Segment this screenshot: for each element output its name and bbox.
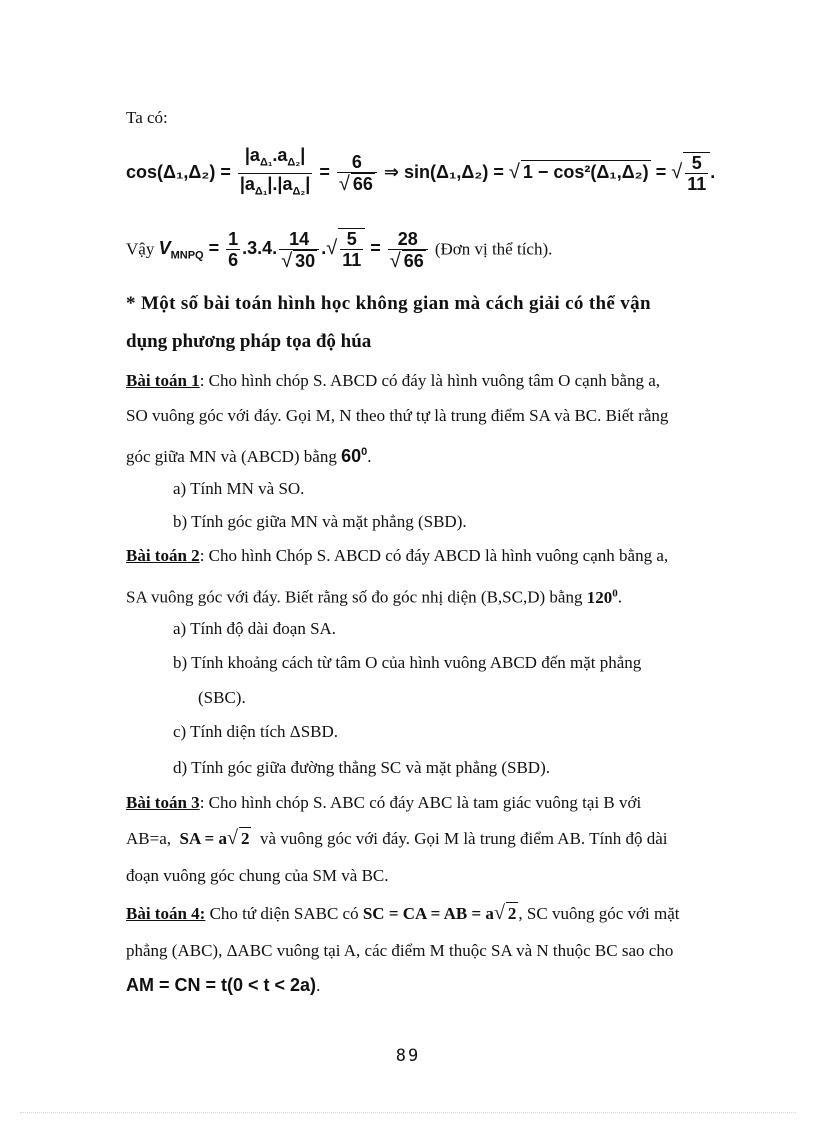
sin-lhs: sin(Δ₁,Δ₂) = — [404, 161, 504, 182]
section-heading-line2: dụng phương pháp tọa độ húa — [126, 331, 372, 352]
problem2-part-d: d) Tính góc giữa đường thẳng SC và mặt phẳng (SBD). — [173, 758, 550, 777]
problem2-label: Bài toán 2 — [126, 546, 200, 565]
volume-unit: (Đơn vị thể tích). — [434, 239, 553, 259]
problem1-part-a: a) Tính MN và SO. — [173, 479, 305, 498]
section-heading-line1: * Một số bài toán hình học không gian mà cách giải có thể vận — [126, 293, 651, 314]
problem1-label: Bài toán 1 — [126, 371, 200, 390]
problem1-part-b: b) Tính góc giữa MN và mặt phẳng (SBD). — [173, 512, 467, 531]
problem3-line1: Bài toán 3: Cho hình chóp S. ABC có đáy ABC là tam giác vuông tại B với — [126, 793, 642, 812]
problem2-line2: SA vuông góc với đáy. Biết rằng số đo góc nhị diện (B,SC,D) bằng $120^0$. — [126, 587, 622, 607]
fraction-1-6: $\frac{1}{6}$ — [228, 229, 239, 270]
fraction-14-sqrt30: $\frac{14}{√ 30}$ — [279, 229, 319, 271]
problem4-line3: AM = CN = t(0 < t < 2a). — [126, 975, 321, 995]
fraction-5-11: $\frac{5}{11}$ — [687, 152, 707, 194]
formula-cos-sin: cos(Δ₁,Δ₂) = $\frac{|a_{\Delta_1}.a_{\Delta_2}|}{|a_{\Delta_1}|.|a_{\Delta_2}|}$ = $\frac{6}{√ 66}$ ⇒ sin(Δ₁,Δ₂) = √ 1 − cos²(Δ₁,Δ₂) = √ $\frac{5}{11}$ . — [126, 145, 715, 201]
formula-volume: Vậy $V_{MNPQ}$ = $\frac{1}{6}$ .3.4. $\frac{14}{√ 30}$ .√ $\frac{5}{11}$ = $\frac{28}{√ 66}$ (Đơn vị thể tích). — [126, 228, 553, 272]
problem4-line1: Bài toán 4: Cho tứ diện SABC có SC = CA = AB = a√ 2 , SC vuông góc với mặt — [126, 902, 680, 924]
problem2-part-b-line2: (SBC). — [198, 688, 246, 707]
problem1-line2: SO vuông góc với đáy. Gọi M, N theo thứ tự là trung điểm SA và BC. Biết rằng — [126, 406, 669, 425]
cos-args: ₁,Δ₂) = — [175, 161, 231, 182]
cos-lhs: cos(Δ — [126, 161, 176, 182]
implies-symbol: ⇒ — [383, 161, 399, 182]
fraction-28-sqrt66: $\frac{28}{√ 66}$ — [388, 229, 428, 271]
problem4-label: Bài toán 4: — [126, 904, 206, 923]
vay-prefix: Vậy — [126, 239, 155, 259]
intro-text: Ta có: — [126, 108, 168, 127]
sqrt-expression: 1 − cos²(Δ₁,Δ₂) — [522, 161, 649, 182]
problem1-line1: Bài toán 1: Cho hình chóp S. ABCD có đáy là hình vuông tâm O cạnh bằng a, — [126, 371, 661, 390]
fraction-5-11-b: $\frac{5}{11}$ — [342, 229, 362, 270]
footer-rule — [20, 1112, 796, 1113]
problem2-line1: Bài toán 2: Cho hình Chóp S. ABCD có đáy ABCD là hình vuông cạnh bằng a, — [126, 546, 669, 565]
problem3-line2: AB=a, SA = a√ 2 và vuông góc với đáy. Gọi M là trung điểm AB. Tính độ dài — [126, 827, 668, 849]
problem4-line2: phẳng (ABC), ΔABC vuông tại A, các điểm M thuộc SA và N thuộc BC sao cho — [126, 941, 674, 960]
problem2-part-c: c) Tính diện tích ΔSBD. — [173, 722, 339, 741]
problem3-line3: đoạn vuông góc chung của SM và BC. — [126, 866, 389, 885]
vector-fraction: $\frac{|a_{\Delta_1}.a_{\Delta_2}|}{|a_{\Delta_1}|.|a_{\Delta_2}|}$ — [239, 145, 311, 198]
problem3-label: Bài toán 3 — [126, 793, 200, 812]
fraction-6-sqrt66: $\frac{6}{√ 66}$ — [337, 152, 377, 194]
problem2-part-a: a) Tính độ dài đoạn SA. — [173, 619, 337, 638]
problem2-part-b-line1: b) Tính khoảng cách từ tâm O của hình vuông ABCD đến mặt phẳng — [173, 653, 642, 672]
page-number: 89 — [395, 1046, 421, 1066]
problem1-line3: góc giữa MN và (ABCD) bằng $60^0$. — [126, 446, 372, 466]
